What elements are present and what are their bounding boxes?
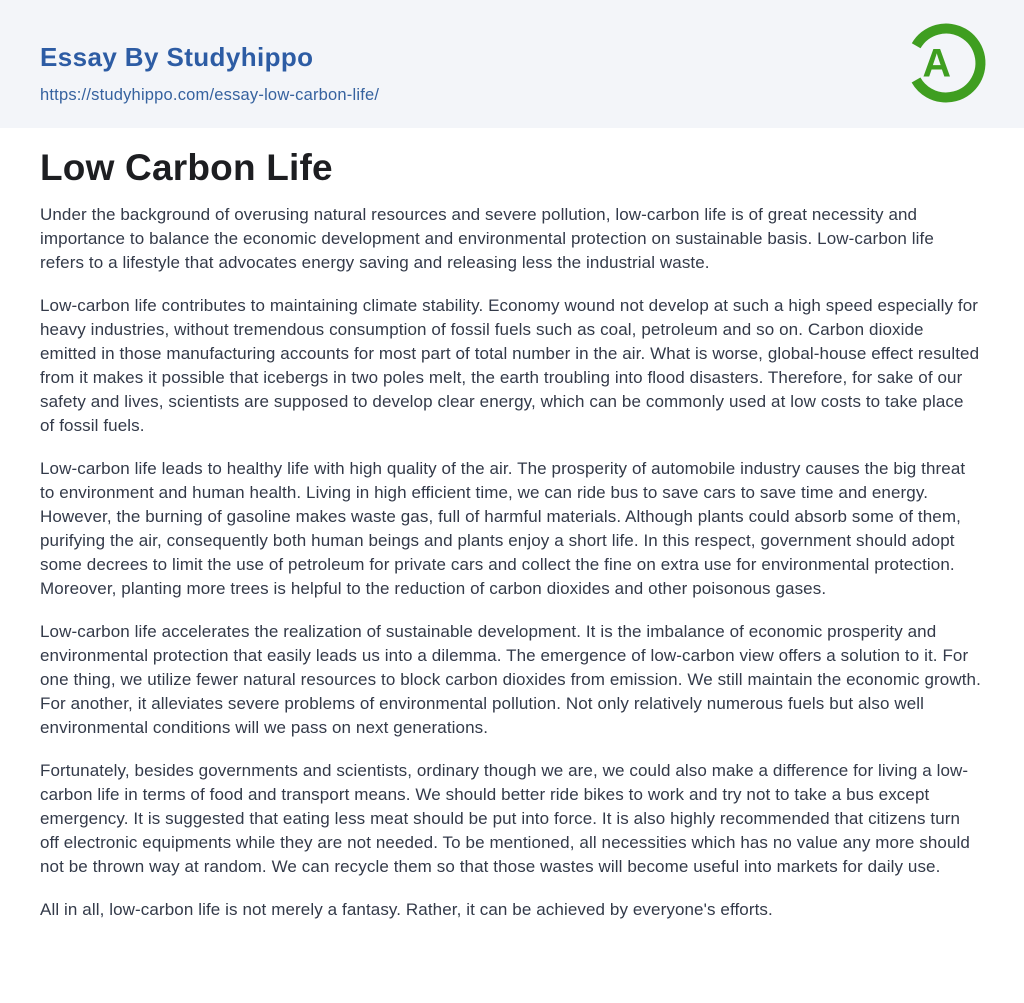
site-title-link[interactable]: Essay By Studyhippo — [40, 42, 314, 72]
essay-body — [40, 203, 984, 922]
essay-paragraph: Low-carbon life contributes to maintaining climate stability. Economy wound not develop at such a high speed especially for heavy industries, without tremendous consumption of fossil fuels such as coal, petroleum and so on. Carbon dioxide emitted in those manufacturing accounts for most part of total number in the air. What is worse, global-house effect resulted from it makes it possible that icebergs in two poles melt, the earth troubling into flood disasters. Therefore, for sake of our safety and lives, scientists are supposed to develop clear energy, which can be commonly used at low costs to take place of fossil fuels. — [40, 295, 980, 435]
essay-paragraph: Low-carbon life leads to healthy life with high quality of the air. The prosperity of automobile industry causes the big threat to environment and human health. Living in high efficient time, we can ride bus to save cars to save time and energy. However, the burning of gasoline makes waste gas, full of harmful materials. Although plants could absorb some of them, purifying the air, consequently both human beings and plants enjoy a short life. In this respect, government should adopt some decrees to limit the use of petroleum for private cars and collect the fine on extra use for environmental protection. Moreover, planting more trees is helpful to the reduction of carbon dioxides and other poisonous gases. — [40, 458, 966, 598]
essay-title: Low Carbon Life — [40, 147, 333, 188]
essay-content — [0, 128, 1024, 922]
studyhippo-logo[interactable] — [904, 21, 988, 105]
logo-letter: A — [922, 41, 952, 86]
essay-paragraph: Low-carbon life accelerates the realization of sustainable development. It is the imbalance of economic prosperity and environmental protection that easily leads us into a dilemma. The emergence of low-carbon view offers a solution to it. For one thing, we utilize fewer natural resources to block carbon dioxides from emission. We still maintain the economic growth. For another, it alleviates severe problems of environmental pollution. Not only relatively numerous fuels but also well environmental conditions will we pass on next generations. — [40, 621, 981, 737]
essay-paragraph: Under the background of overusing natural resources and severe pollution, low-carbon life is of great necessity and importance to balance the economic development and environmental protection on sustainable basis. Low-carbon life refers to a lifestyle that advocates energy saving and releasing less the industrial waste. — [40, 204, 934, 272]
essay-paragraph: All in all, low-carbon life is not merely a fantasy. Rather, it can be achieved by everyone's efforts. — [40, 899, 773, 919]
logo-arc-icon — [904, 21, 988, 105]
page-url-link[interactable]: https://studyhippo.com/essay-low-carbon-life/ — [40, 86, 380, 104]
page-header — [0, 0, 1024, 128]
essay-paragraph: Fortunately, besides governments and scientists, ordinary though we are, we could also make a difference for living a low-carbon life in terms of food and transport means. We should better ride bikes to work and try not to take a bus except emergency. It is suggested that eating less meat should be put into force. It is also highly recommended that citizens turn off electronic equipments while they are not needed. To be mentioned, all necessities which has no value any more should not be thrown way at random. We can recycle them so that those wastes will become useful into markets for daily use. — [40, 760, 970, 876]
